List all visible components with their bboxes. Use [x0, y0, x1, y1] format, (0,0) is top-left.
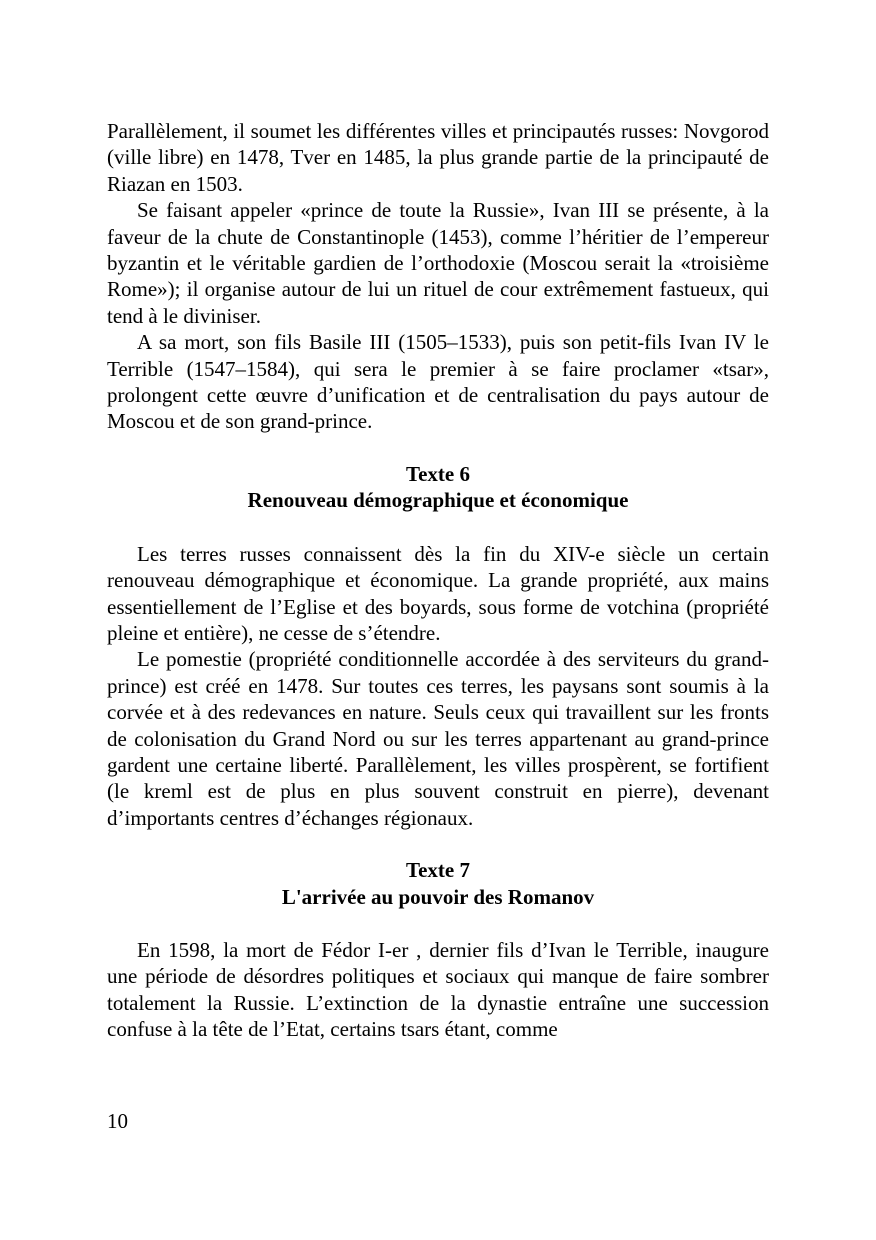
texte6-label: Texte 6: [406, 461, 470, 486]
intro-paragraph-3: A sa mort, son fils Basile III (1505–1533), puis son petit-fils Ivan IV le Terrible (1547–1584), qui sera le premier à se faire proclamer «tsar», prolongent cette œuvre d’unification et de centralisation du pays autour de Moscou et de son grand-prince.: [107, 330, 769, 434]
intro-paragraph-2: Se faisant appeler «prince de toute la Russie», Ivan III se présente, à la faveur de la chute de Constantinople (1453), comme l’héritier de l’empereur byzantin et le véritable gardien de l’orthodoxie (Moscou serait la «troisième Rome»); il organise autour de lui un rituel de cour extrêmement fastueux, qui tend à le diviniser.: [107, 198, 769, 328]
texte7-label: Texte 7: [406, 858, 470, 883]
texte6-paragraph-1: Les terres russes connaissent dès la fin du XIV-e siècle un certain renouveau démographique et économique. La grande propriété, aux mains essentiellement de l’Eglise et des boyards, sous forme de votchina (propriété pleine et entière), ne cesse de s’étendre.: [107, 541, 769, 645]
intro-section: [107, 118, 769, 435]
texte7-paragraph-1: En 1598, la mort de Fédor I-er , dernier fils d’Ivan le Terrible, inaugure une période de désordres politiques et sociaux qui manque de faire sombrer totalement la Russie. L’extinction de la dynastie entraîne une succession confuse à la tête de l’Etat, certains tsars étant, comme: [107, 937, 769, 1042]
texte6-section: [107, 461, 769, 831]
texte6-paragraph-2: Le pomestie (propriété conditionnelle accordée à des serviteurs du grand-prince) est créé en 1478. Sur toutes ces terres, les paysans sont soumis à la corvée et à des redevances en nature. Seuls ceux qui travaillent sur les fronts de colonisation du Grand Nord ou sur les terres appartenant au grand-prince gardent une certaine liberté. Parallèlement, les villes prospèrent, se fortifient (le kreml est de plus en plus souvent construit en pierre), devenant d’importants centres d’échanges régionaux.: [107, 647, 769, 830]
texte7-title: L'arrivée au pouvoir des Romanov: [281, 884, 595, 909]
texte7-heading: [107, 857, 769, 910]
texte7-section: [107, 857, 769, 1042]
page-body: [107, 118, 769, 1043]
texte6-heading: [107, 461, 769, 514]
intro-paragraph-1: Parallèlement, il soumet les différentes villes et principautés russes: Novgorod (ville libre) en 1478, Tver en 1485, la plus grande partie de la principauté de Riazan en 1503.: [107, 119, 769, 196]
texte6-title: Renouveau démographique et économique: [247, 488, 629, 513]
page-number: 10: [107, 1109, 128, 1133]
